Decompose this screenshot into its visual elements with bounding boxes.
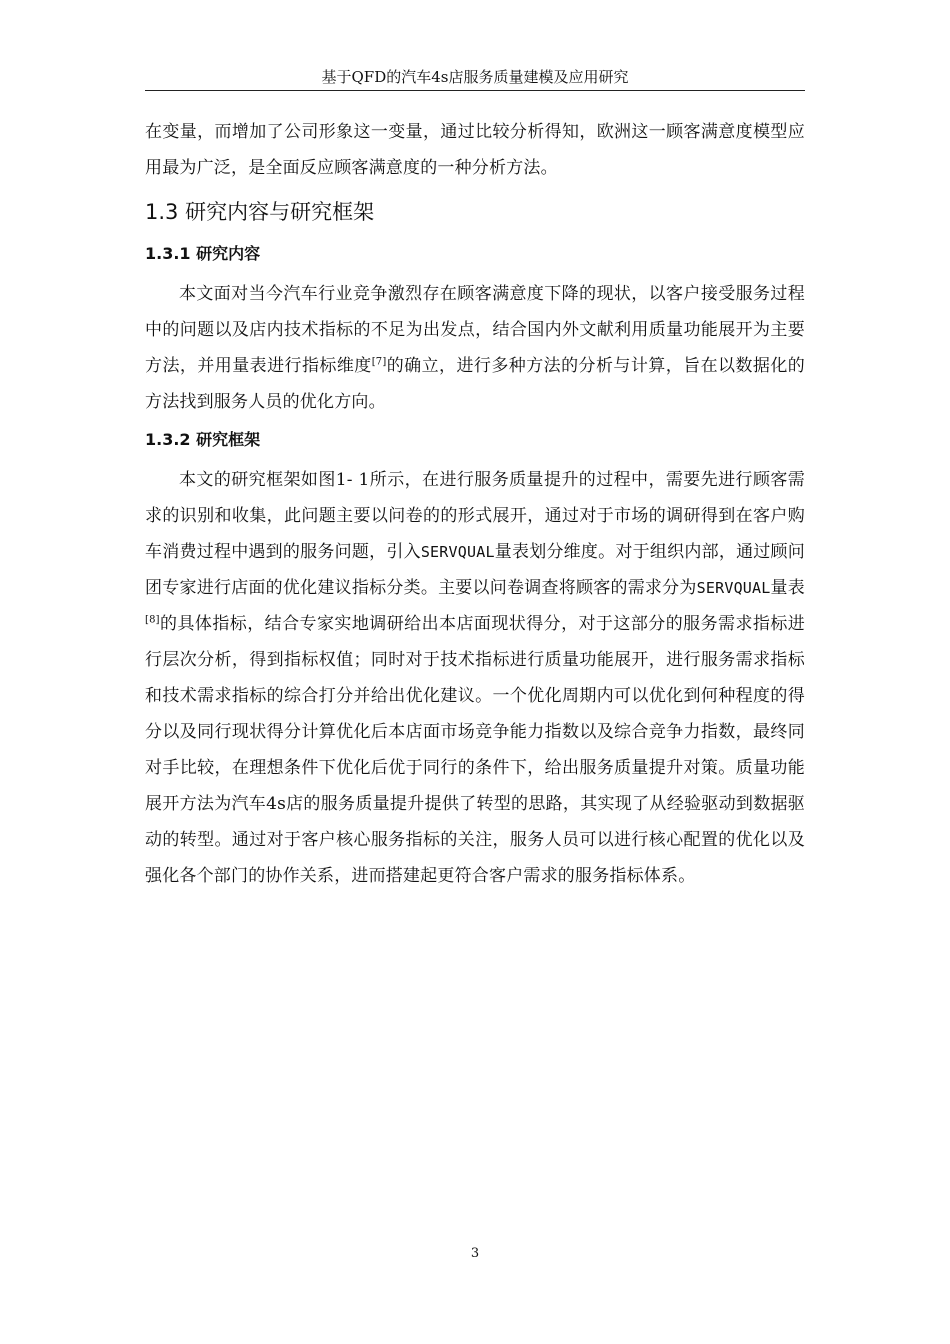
paragraph-text: 量表 — [770, 578, 805, 598]
paragraph-continuation: 在变量，而增加了公司形象这一变量，通过比较分析得知，欧洲这一顾客满意度模型应用最为广泛，是全面反应顾客满意度的一种分析方法。 — [145, 122, 805, 178]
paragraph-text: 量表划分维度。对于组织内部，通过顾问团专家进行店面的优化建议指标分类。主要以问卷调查将顾客的需求分为 — [145, 542, 805, 598]
paragraph-research-content — [145, 276, 805, 420]
page-body — [145, 114, 805, 894]
subsection-heading-1-3-2: 1.3.2 研究框架 — [145, 430, 261, 449]
subsection-heading-1-3-1: 1.3.1 研究内容 — [145, 244, 261, 263]
page-number: 3 — [470, 1246, 480, 1261]
paragraph-text: 本文面对当今汽车行业竞争激烈存在顾客满意度下降的现状，以客户接受服务过程中的问题以及店内技术指标的不足为出发点，结合国内外文献利用质量功能展开为主要方法，并用量表进行指标维度 — [145, 284, 805, 376]
header-title: 基于QFD的汽车4s店服务质量建模及应用研究 — [321, 68, 629, 86]
paragraph-text: 的确立，进行多种方法的分析与计算，旨在以数据化的方法找到服务人员的优化方向。 — [145, 356, 805, 412]
section-heading-1-3: 1.3 研究内容与研究框架 — [145, 200, 375, 224]
paragraph-text: 本文的研究框架如图1- 1所示，在进行服务质量提升的过程中，需要先进行顾客需求的识别和收集，此问题主要以问卷的的形式展开，通过对于市场的调研得到在客户购车消费过程中遇到的服务问题，引入 — [145, 470, 805, 562]
term-servqual: SERVQUAL — [696, 579, 771, 597]
term-servqual: SERVQUAL — [420, 543, 495, 561]
paragraph-text: 的具体指标，结合专家实地调研给出本店面现状得分，对于这部分的服务需求指标进行层次分析，得到指标权值；同时对于技术指标进行质量功能展开，进行服务需求指标和技术需求指标的综合打分并给出优化建议。一个优化周期内可以优化到何种程度的得分以及同行现状得分计算优化后本店面市场竞争能力指数以及综合竞争力指数，最终同对手比较，在理想条件下优化后优于同行的条件下，给出服务质量提升对策。质量功能展开方法为汽车4s店的服务质量提升提供了转型的思路，其实现了从经验驱动到数据驱动的转型。通过对于客户核心服务指标的关注，服务人员可以进行核心配置的优化以及强化各个部门的协作关系，进而搭建起更符合客户需求的服务指标体系。 — [145, 614, 805, 886]
paragraph-research-framework — [145, 462, 805, 894]
running-header — [145, 66, 805, 91]
citation-ref[interactable]: [8] — [145, 614, 160, 626]
citation-ref[interactable]: [7] — [371, 356, 387, 368]
